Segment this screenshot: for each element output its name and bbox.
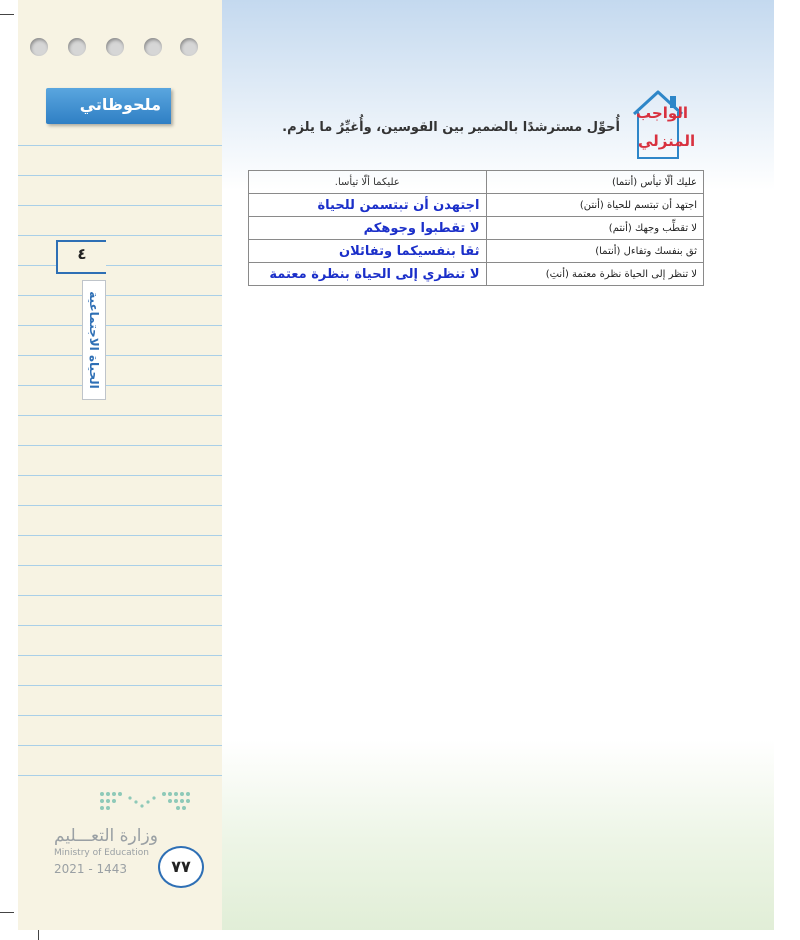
binder-hole: [180, 38, 198, 56]
question-cell: ثق بنفسك وتفاءل (أنتما): [486, 240, 703, 263]
homework-label-line2: المنزلي: [638, 132, 696, 150]
question-cell: لا تنظر إلى الحياة نظرة معتمة (أنتِ): [486, 263, 703, 286]
notes-tab: [46, 88, 171, 124]
answer-cell: اجتهدن أن تبتسمن للحياة: [249, 194, 487, 217]
answer-cell: لا تقطبوا وجوهكم: [249, 217, 487, 240]
answer-cell: ثقا بنفسيكما وتفائلان: [249, 240, 487, 263]
homework-label-line1: الواجب: [636, 104, 689, 122]
binder-hole: [30, 38, 48, 56]
ministry-name-english: Ministry of Education: [54, 848, 149, 858]
unit-number: ٤: [77, 245, 87, 263]
table-row: [249, 171, 704, 194]
ministry-logo-icon: [98, 790, 190, 812]
answer-cell: لا تنظري إلى الحياة بنظرة معتمة: [249, 263, 487, 286]
crop-mark: [0, 912, 14, 913]
table-row: [249, 240, 704, 263]
page-edge: [774, 0, 800, 940]
crop-mark: [0, 14, 14, 15]
notes-tab-label: ملحوظاتي: [79, 95, 161, 114]
exercise-table: [248, 170, 704, 286]
binder-hole: [106, 38, 124, 56]
table-row: [249, 217, 704, 240]
question-cell: عليك ألّا تيأس (أنتما): [486, 171, 703, 194]
unit-title: الحياة الاجتماعية: [87, 291, 101, 389]
binder-hole: [68, 38, 86, 56]
notes-sidebar: [18, 0, 224, 930]
exercise-instruction: أُحوِّل مسترشدًا بالضمير بين القوسين، وأُغيِّرُ ما يلزم.: [282, 120, 620, 135]
page-number: ٧٧: [158, 846, 204, 888]
table-row: [249, 194, 704, 217]
ministry-name-arabic: وزارة التعـــليم: [54, 826, 158, 846]
table-row: [249, 263, 704, 286]
unit-number-box: [56, 240, 106, 274]
unit-title-tab: [82, 280, 106, 400]
binder-hole: [144, 38, 162, 56]
question-cell: لا تقطِّب وجهك (أنتم): [486, 217, 703, 240]
answer-cell: عليكما ألّا تيأسا.: [249, 171, 487, 194]
edition-year: 2021 - 1443: [54, 862, 128, 876]
question-cell: اجتهد أن تبتسم للحياة (أنتن): [486, 194, 703, 217]
